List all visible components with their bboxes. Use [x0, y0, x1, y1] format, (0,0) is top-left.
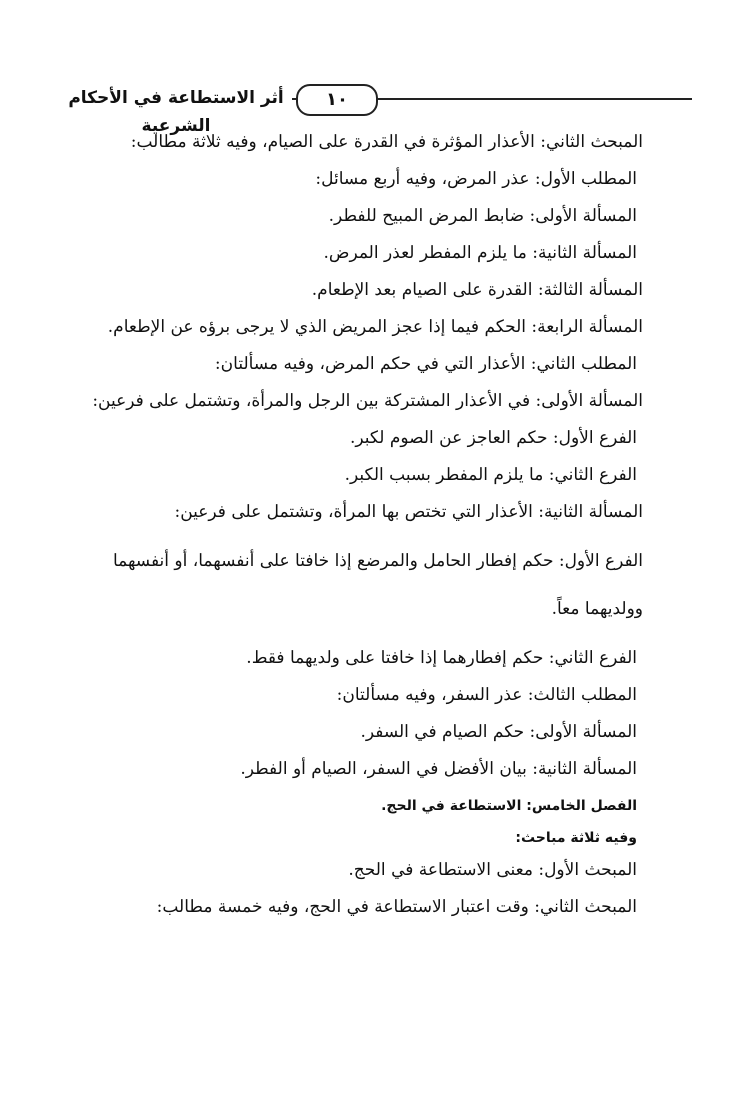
chapter-heading: الفصل الخامس: الاستطاعة في الحج.	[381, 798, 637, 814]
toc-line: المسألة الأولى: حكم الصيام في السفر.	[360, 722, 637, 742]
toc-line: المطلب الثاني: الأعذار التي في حكم المرض، وفيه مسألتان:	[214, 354, 637, 374]
toc-line: المسألة الثانية: ما يلزم المفطر لعذر المرض.	[323, 243, 637, 263]
page-number: ١٠	[296, 84, 378, 116]
toc-line: الفرع الثاني: ما يلزم المفطر بسبب الكبر.	[344, 465, 637, 485]
table-of-contents	[53, 130, 643, 932]
toc-line: المطلب الأول: عذر المرض، وفيه أربع مسائل:	[315, 169, 637, 189]
toc-line: المبحث الثاني: الأعذار المؤثرة في القدرة على الصيام، وفيه ثلاثة مطالب:	[130, 132, 643, 152]
toc-line: المسألة الثانية: الأعذار التي تختص بها المرأة، وتشتمل على فرعين:	[174, 502, 643, 522]
toc-line: الفرع الأول: حكم إفطار الحامل والمرضع إذا خافتا على أنفسهما، أو أنفسهما وولديهما معاً.	[112, 551, 643, 619]
header-rule-right	[378, 98, 692, 100]
toc-line: المسألة الثالثة: القدرة على الصيام بعد الإطعام.	[311, 280, 643, 300]
toc-line: المبحث الثاني: وقت اعتبار الاستطاعة في الحج، وفيه خمسة مطالب:	[156, 897, 637, 917]
chapter-subheading: وفيه ثلاثة مباحث:	[515, 830, 637, 846]
toc-line: المسألة الأولى: ضابط المرض المبيح للفطر.	[328, 206, 637, 226]
toc-line: المطلب الثالث: عذر السفر، وفيه مسألتان:	[336, 685, 637, 705]
toc-line: الفرع الثاني: حكم إفطارهما إذا خافتا على ولديهما فقط.	[246, 648, 637, 668]
running-title-wrap	[60, 84, 292, 136]
toc-line: المبحث الأول: معنى الاستطاعة في الحج.	[348, 860, 637, 880]
toc-line: المسألة الرابعة: الحكم فيما إذا عجز المريض الذي لا يرجى برؤه عن الإطعام.	[107, 317, 643, 337]
running-title: أثر الاستطاعة في الأحكام الشرعية	[60, 84, 292, 140]
toc-line: المسألة الثانية: بيان الأفضل في السفر، الصيام أو الفطر.	[240, 759, 637, 779]
page-header	[60, 82, 692, 136]
toc-line: الفرع الأول: حكم العاجز عن الصوم لكبر.	[349, 428, 637, 448]
toc-line: المسألة الأولى: في الأعذار المشتركة بين الرجل والمرأة، وتشتمل على فرعين:	[92, 391, 643, 411]
